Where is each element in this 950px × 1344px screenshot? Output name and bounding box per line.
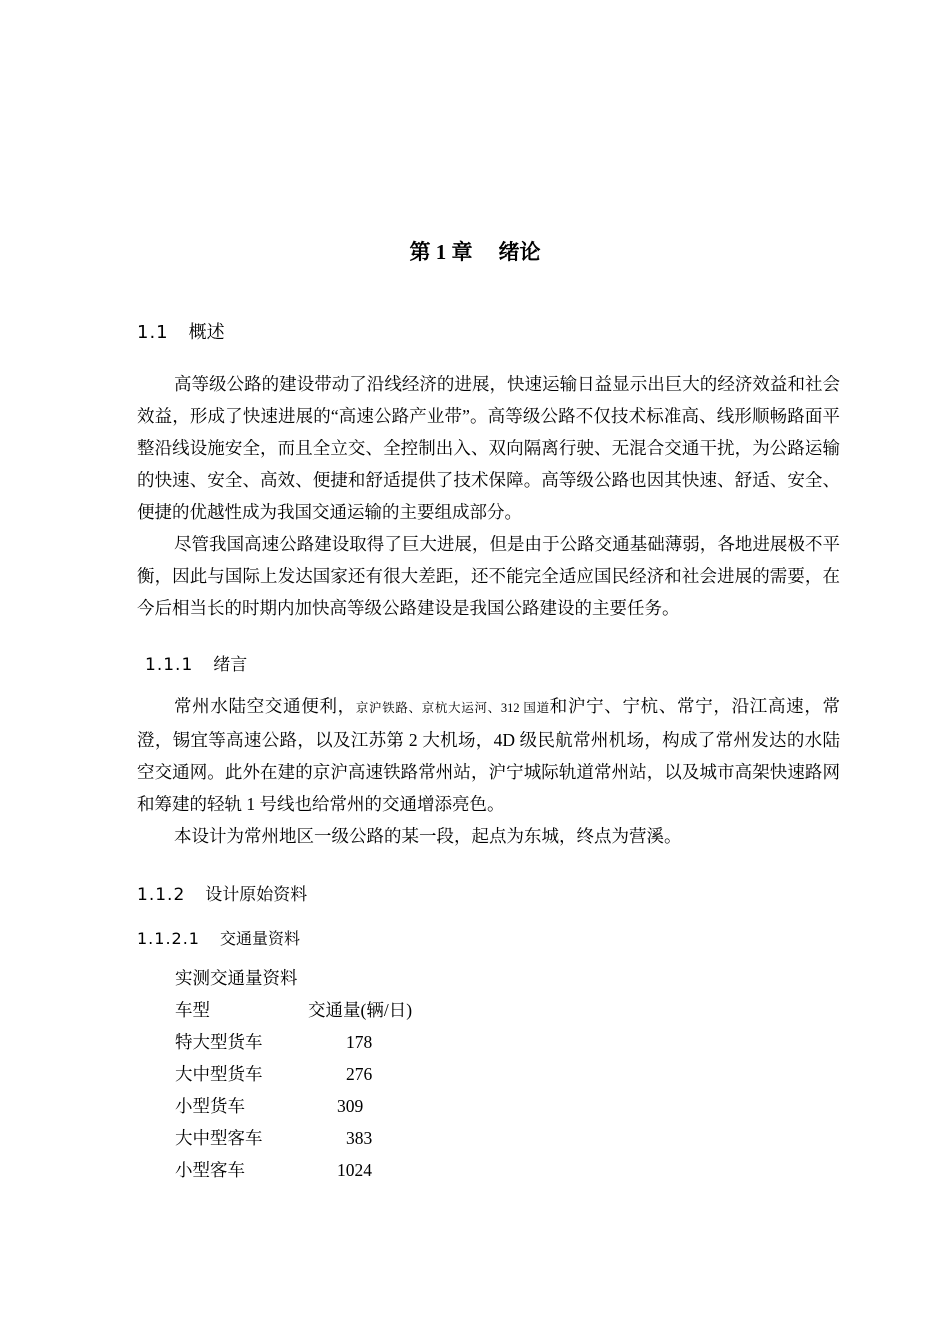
chapter-title <box>0 236 950 266</box>
section-number: 1.1 <box>137 322 169 343</box>
traffic-volume: 309 <box>337 1096 364 1116</box>
introduction-body <box>137 690 840 852</box>
section-number: 1.1.2 <box>137 885 186 905</box>
header-vehicle-type: 车型 <box>175 1000 210 1020</box>
traffic-volume: 178 <box>346 1032 373 1052</box>
overview-paragraph-1: 高等级公路的建设带动了沿线经济的进展，快速运输日益显示出巨大的经济效益和社会效益，形成了快速进展的“高速公路产业带”。高等级公路不仅技术标准高、线形顺畅路面平整沿线设施安全，而且全立交、全控制出入、双向隔离行驶、无混合交通干扰，为公路运输的快速、安全、高效、便捷和舒适提供了技术保障。高等级公路也因其快速、舒适、安全、便捷的优越性成为我国交通运输的主要组成部分。 <box>137 374 840 522</box>
traffic-volume: 1024 <box>337 1160 372 1180</box>
chapter-name: 绪论 <box>498 240 541 264</box>
header-volume: 交通量(辆/日) <box>308 1000 413 1020</box>
vehicle-type: 小型客车 <box>175 1160 245 1180</box>
section-title: 设计原始资料 <box>205 885 308 905</box>
chapter-number: 第 1 章 <box>409 240 473 264</box>
intro-text-small: 京沪铁路、京杭大运河、312 国道 <box>355 701 550 715</box>
intro-text-rest: 和沪宁、宁杭、常宁，沿江高速，常澄，锡宜等高速公路，以及江苏第 2 大机场，4D 级民航常州机场，构成了常州发达的水陆空交通网。此外在建的京沪高速铁路常州站，沪宁城际轨道常州站，以及城市高架快速路网和筹建的轻轨 1 号线也给常州的交通增添亮色。 <box>137 696 840 814</box>
section-heading-1-1-1 <box>145 650 247 675</box>
intro-text-start: 常州水陆空交通便利， <box>174 696 356 716</box>
vehicle-type: 小型货车 <box>175 1096 245 1116</box>
section-number: 1.1.2.1 <box>137 929 200 948</box>
vehicle-type: 特大型货车 <box>175 1032 263 1052</box>
introduction-paragraph-2: 本设计为常州地区一级公路的某一段，起点为东城，终点为营溪。 <box>174 826 682 846</box>
traffic-volume: 383 <box>346 1128 373 1148</box>
section-heading-1-1-2-1 <box>137 926 300 949</box>
overview-body <box>137 368 840 624</box>
traffic-volume: 276 <box>346 1064 373 1084</box>
vehicle-type: 大中型货车 <box>175 1064 263 1084</box>
section-number: 1.1.1 <box>145 655 194 675</box>
vehicle-type: 大中型客车 <box>175 1128 263 1148</box>
section-heading-1-1 <box>137 318 225 344</box>
introduction-paragraph-1 <box>137 690 840 820</box>
section-title: 交通量资料 <box>219 929 300 948</box>
section-title: 绪言 <box>213 655 248 675</box>
overview-paragraph-2: 尽管我国高速公路建设取得了巨大进展，但是由于公路交通基础薄弱，各地进展极不平衡，因此与国际上发达国家还有很大差距，还不能完全适应国民经济和社会进展的需要，在今后相当长的时期内加快高等级公路建设是我国公路建设的主要任务。 <box>137 534 840 618</box>
section-title: 概述 <box>188 322 225 343</box>
document-page: 第 1 章 绪论 1.1 概述 高等级公路的建设带动了沿线经济的进展，快速运输日益显示出巨大的经济效益和社会效益，形成了快速进展的“高速公路产业带”。高等级公路不仅技术标准高、线形顺畅路面平整沿线设施安全，而且全立交、全控制出入、双向隔离行驶、无混合交通干扰，为公路运输的快速、安全、高效、便捷和舒适提供了技术保障。高等级公路也因其快速、舒适、安全、便捷的优越性成为我国交通运输的主要组成部分。 尽管我国高速公路建设取得了巨大进展，但是由于公路交通基础薄弱，各地进展极不平衡，因此与国际上发达国家还有很大差距，还不能完全适应国民经济和社会进展的需要，在今后相当长的时期内加快高等级公路建设是我国公路建设的主要任务。 1.1.1 绪言 常州水陆空交通便利，京沪铁路、京杭大运河、312 国道和沪宁、宁杭、常宁，沿江高速，常澄，锡宜等高速公路，以及江苏第 2 大机场，4D 级民航常州机场，构成了常州发达的水陆空交通网。此外在建的京沪高速铁路常州站，沪宁城际轨道常州站，以及城市高架快速路网和筹建的轻轨 1 号线也给常州的交通增添亮色。 本设计为常州地区一级公路的某一段，起点为东城，终点为营溪。 1.1.2 设计原始资料 1.1.2.1 交通量资料 实测交通量资料 车型 交通量(辆/日) 特大型货车 178 大中型货车 276 小型货车 309 大中型客车 383 小型客车 1024 <box>0 0 950 1344</box>
section-heading-1-1-2 <box>137 880 307 905</box>
